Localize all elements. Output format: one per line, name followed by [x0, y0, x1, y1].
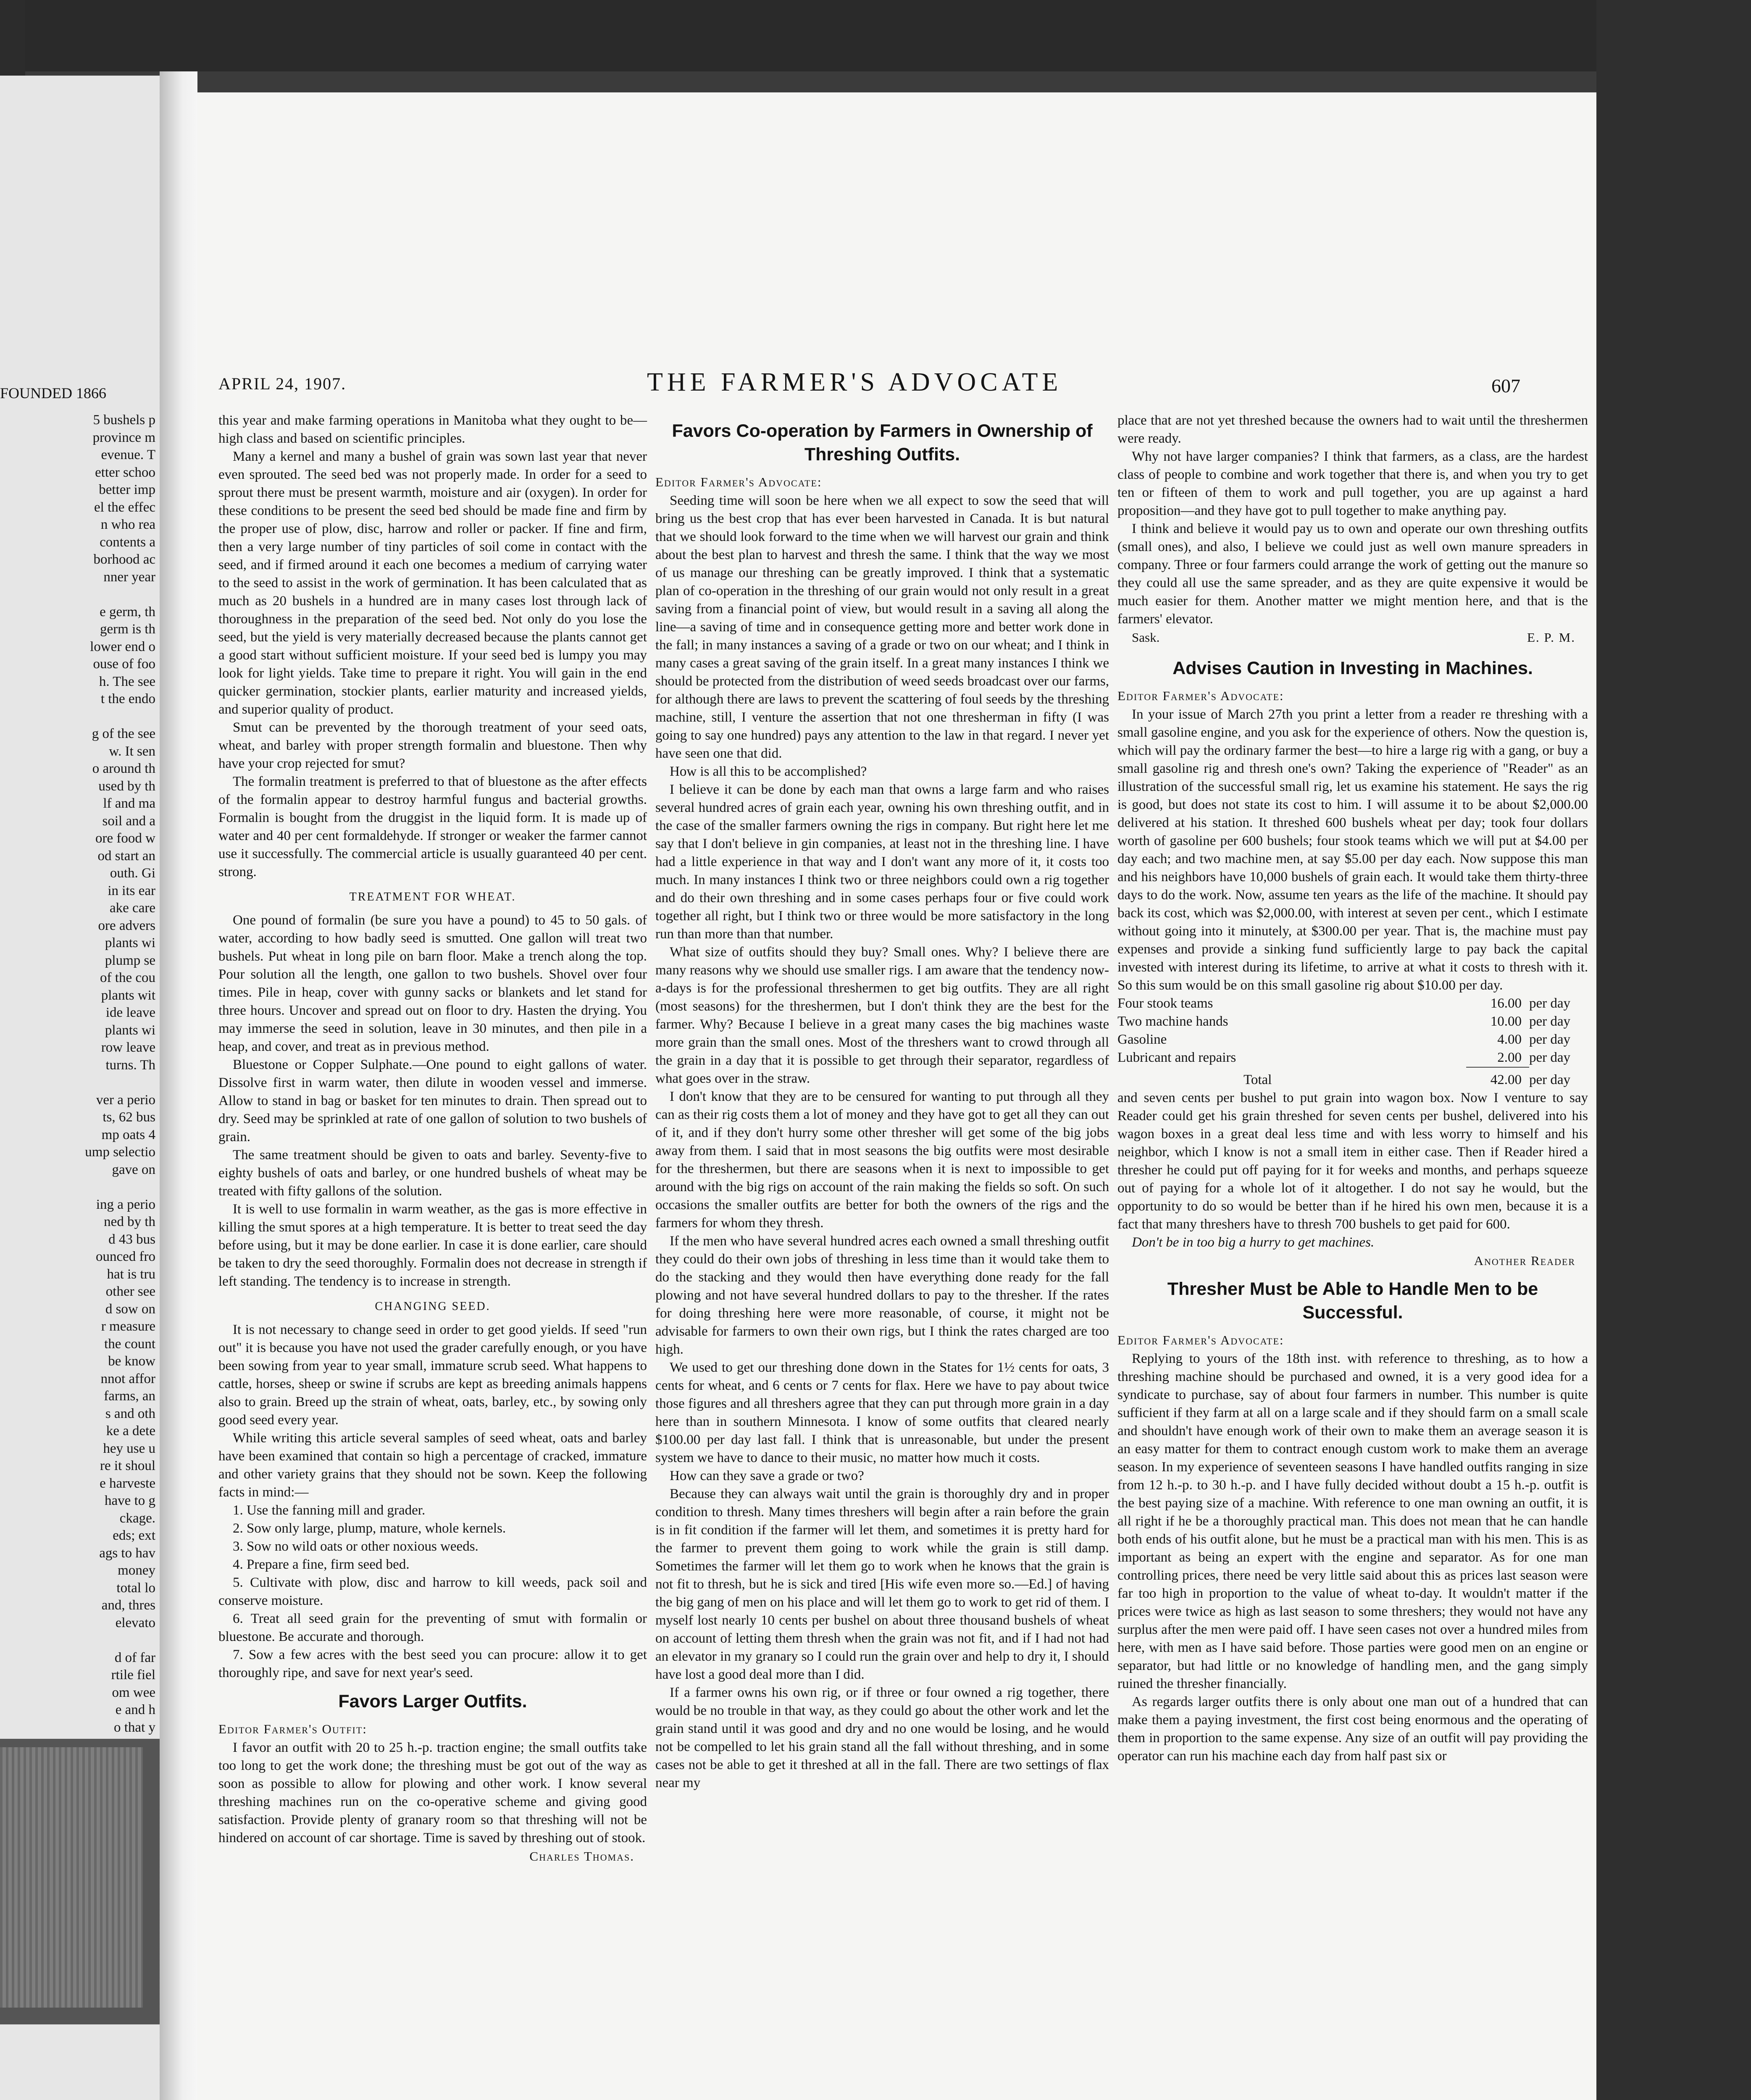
page-number: 607: [1491, 375, 1520, 396]
left-page-fragment: d sow on: [105, 1301, 155, 1317]
book-spine: [160, 71, 197, 2100]
table-row: [1117, 1031, 1588, 1049]
article-paragraph: As regards larger outfits there is only about one man out of a hundred that can make them a paying investment, the first cost being enormous and the operating of them in proportion to the same expense. Any size of an outfit will pay providing the operator can run his machine each day from half past six or: [1117, 1694, 1588, 1764]
left-page-fragment: rtile fiel: [111, 1667, 155, 1683]
left-page-fragment: 5 bushels p: [93, 412, 155, 428]
left-page-fragment: borhood ac: [93, 552, 155, 567]
article-paragraph: The same treatment should be given to oats and barley. Seventy-five to eighty bushels of oats and barley, or one hundred bushels of wheat may be treated with fifty gallons of the solution.: [218, 1147, 647, 1199]
left-page-fragment: plump se: [105, 953, 155, 968]
article-paragraph: Bluestone or Copper Sulphate.—One pound to eight gallons of water. Dissolve first in warm water, then dilute in wooden vessel and immerse. Allow to stand in bag or basket for ten minutes to drain. Then spread out to dry. Seed may be sprinkled at rate of one gallon of solution to two bushels of grain.: [218, 1057, 647, 1144]
list-item: 1. Use the fanning mill and grader.: [233, 1503, 426, 1518]
left-page-fragment: d of far: [114, 1650, 155, 1665]
section-subheading: TREATMENT FOR WHEAT.: [349, 890, 516, 903]
left-page-fragment: plants wi: [105, 935, 155, 950]
scan-border-top: [0, 0, 1751, 71]
article-headline: Favors Larger Outfits.: [338, 1691, 527, 1712]
left-page-fragment: ounced fro: [95, 1249, 155, 1264]
cost-value: 2.00: [1497, 1050, 1522, 1065]
table-total-row: [1117, 1068, 1588, 1089]
left-page-illustration-detail: [0, 1747, 143, 2008]
cost-table: [1117, 995, 1588, 1089]
left-page-fragment: mp oats 4: [101, 1127, 155, 1142]
article-paragraph: and seven cents per bushel to put grain into wagon box. Now I venture to say Reader could get his grain threshed for seven cents per bushel, delivered into his wagon boxes in a great deal less time and with less worry to himself and his neighbor, which I know is not a small item in either case. Then if Reader hired a thresher he could put off paying for it for weeks and months, and perhaps squeeze out of paying for a whole lot of it altogether. I do not say he would, but the opportunity to do so would be better than if he hired his own men, because it is a fact that many threshers have to thresh 700 bushels to get paid for 600.: [1117, 1090, 1588, 1232]
list-item: 4. Prepare a fine, firm seed bed.: [233, 1557, 410, 1572]
left-page-fragment: w. It sen: [109, 743, 155, 759]
table-row: [1117, 995, 1588, 1013]
total-label: Total: [1244, 1072, 1272, 1087]
left-page-fragment: evenue. T: [101, 447, 155, 462]
left-page-fragment: t the endo: [100, 691, 155, 706]
article-paragraph: place that are not yet threshed because the owners had to wait until the threshermen were ready.: [1117, 413, 1588, 446]
left-page-fragment: germ is th: [100, 622, 155, 637]
left-page-fragment: have to g: [105, 1493, 155, 1508]
issue-date: APRIL 24, 1907.: [218, 374, 347, 393]
column-2: [655, 412, 1109, 1792]
left-page-fragment: e germ, th: [100, 604, 155, 620]
left-page-fragment: n who rea: [100, 517, 155, 532]
left-page-fragment: h. The see: [99, 674, 155, 689]
article-paragraph: this year and make farming operations in Manitoba what they ought to be—high class and based on scientific principles.: [218, 413, 647, 446]
signature-place: Sask.: [1132, 630, 1160, 645]
list-item: 5. Cultivate with plow, disc and harrow to kill weeds, pack soil and conserve moisture.: [218, 1575, 647, 1608]
left-page-fragment: gave on: [112, 1162, 155, 1177]
cost-value: 4.00: [1497, 1032, 1522, 1047]
article-paragraph: Because they can always wait until the grain is thoroughly dry and in proper condition to thresh. Many times threshers will begin after a rain before the grain is in fit condition if the farmer will let them, and sometimes it is pretty hard for the farmer to prevent them going to work while the grain is still damp. Sometimes the farmer will let them go to work when he knows that the grain is not fit to thresh, but he is sick and tired [His wife even more so.—Ed.] of having the big gang of men on his place and will let them go to work to get rid of them. I myself lost nearly 10 cents per bushel on about three thousand bushels of wheat on account of letting them thresh when the grain was not fit, and if I had not had an elevator in my granary so I could run the grain over and help to dry it, I should have lost a good deal more than I did.: [655, 1486, 1109, 1682]
salutation-line: Editor Farmer's Advocate:: [1117, 688, 1284, 703]
left-page-fragment: ouse of foo: [93, 656, 155, 672]
numbered-list: [218, 1502, 647, 1682]
cost-label: Four stook teams: [1117, 996, 1213, 1011]
article-headline: Advises Caution in Investing in Machines.: [1173, 658, 1533, 678]
cost-label: Lubricant and repairs: [1117, 1050, 1236, 1065]
left-page-fragment: lf and ma: [103, 796, 155, 811]
article-headline: Favors Co-operation by Farmers in Ownership of Threshing Outfits.: [672, 421, 1093, 465]
article-paragraph: While writing this article several samples of seed wheat, oats and barley have been examined that contain so high a percentage of cracked, immature and other variety grains that they should not be sown. Keep the following facts in mind:—: [218, 1431, 647, 1500]
article-paragraph: I favor an outfit with 20 to 25 h.-p. traction engine; the small outfits take too long to get the work done; the threshing must be got out of the way as soon as possible to allow for plowing and other work. I know several threshing machines run on the co-operative scheme and giving good satisfaction. Provide plenty of granary room so that threshing will not be hindered on account of car shortage. Time is saved by threshing out of stook.: [218, 1740, 647, 1845]
author-signature: Another Reader: [1474, 1253, 1575, 1268]
cost-value: 16.00: [1490, 996, 1522, 1011]
italic-remark: Don't be in too big a hurry to get machines.: [1132, 1235, 1375, 1250]
article-paragraph: Seeding time will soon be here when we all expect to sow the seed that will bring us the best crop that has ever been harvested in Canada. It is but natural that we should look forward to the time when we will harvest our grain and think about the best plan to harvest and thresh the same. I think that the way we most of us manage our threshing can be greatly improved. I think that a systematic plan of co-operation in the threshing of our grain would not only result in a great saving from a financial point of view, but would result in a saving all along the line—a saving of time and in consequence getting more and better work done in the fall; in many instances a saving of a grade or two on our wheat; and I think in many cases a great saving of the grain itself. In a great many instances I think we should be protected from the distribution of weed seeds broadcast over our farms, for although there are laws to prevent the scattering of foul seeds by the threshing machine, still, I venture the assertion that not one thresherman in fifty (I was going to say one hundred) pays any attention to the law in that regard. I never yet have seen one that did.: [655, 493, 1109, 761]
left-page-fragment: be know: [108, 1354, 155, 1369]
left-page-fragment: money: [118, 1563, 155, 1578]
cost-unit: per day: [1529, 1014, 1571, 1029]
left-page-fragment: [0, 1179, 155, 1196]
cost-unit: per day: [1529, 996, 1571, 1011]
article-paragraph: What size of outfits should they buy? Small ones. Why? I believe there are many reasons why we should use smaller rigs. I am aware that the tendency now-a-days is for the professional threshermen to get big outfits. They are all right (most seasons) for the threshermen, but I don't think they are the best for the farmer. Why? Because I believe in a great many cases the big machines waste more grain than the small ones. Most of the threshers want to crowd through all the grain in a day that it is possible to get through their separator, regardless of what goes over in the straw.: [655, 945, 1109, 1086]
left-page-fragment: used by th: [98, 778, 155, 794]
signature-row: [1117, 628, 1588, 646]
left-page-fragment: ide leave: [105, 1005, 155, 1020]
table-row: [1117, 1013, 1588, 1031]
left-page-fragment: nnot affor: [100, 1371, 155, 1386]
column-3: [1117, 412, 1588, 1765]
cost-unit: per day: [1529, 1050, 1571, 1065]
article-paragraph: How can they save a grade or two?: [670, 1468, 864, 1483]
left-page-fragment: contents a: [100, 534, 155, 550]
left-page-fragment: e and h: [115, 1702, 155, 1717]
left-page-fragment: re it shoul: [100, 1458, 155, 1473]
article-paragraph: We used to get our threshing done down in the States for 1½ cents for oats, 3 cents for wheat, and 6 cents or 7 cents for flax. Here we have to pay about twice those figures and all threshers agree that they can put through more grain in a day here than in southern Minnesota. I know of some outfits that cleared nearly $100.00 per day last fall. I think that is unreasonable, but under the present system we have to dance to their music, no matter how much it costs.: [655, 1360, 1109, 1465]
left-page-fragment: and, thres: [101, 1598, 155, 1613]
left-page-fragment: plants wi: [105, 1022, 155, 1038]
left-page-fragment: eds; ext: [113, 1528, 155, 1543]
left-page-fragment: ore food w: [95, 831, 155, 846]
left-page-fragment: elevato: [115, 1615, 155, 1630]
cost-label: Two machine hands: [1117, 1014, 1228, 1029]
section-subheading: CHANGING SEED.: [375, 1300, 491, 1313]
left-page-fragment: o around th: [92, 761, 155, 776]
left-page-fragment: outh. Gi: [110, 866, 155, 881]
cost-value: 10.00: [1490, 1014, 1522, 1029]
article-paragraph: If the men who have several hundred acres each owned a small threshing outfit they could do their own jobs of threshing in less time than it would take them to do the stacking and they would then have everything done ready for the fall plowing and not have several hundred dollars to pay to the thresher. If the rates for doing threshing here were more reasonable, of course, it might not be advisable for farmers to own their own rigs, but I think the rates charged are too high.: [655, 1234, 1109, 1357]
left-page-fragment: g of the see: [92, 726, 155, 741]
article-paragraph: Why not have larger companies? I think that farmers, as a class, are the hardest class of people to combine and work together that there is, and when you try to get ten or fifteen of them to work and pull together, you are up against a hard proposition—and they have got to pull together to make anything pay.: [1117, 449, 1588, 518]
left-page-fragment: in its ear: [108, 883, 155, 898]
total-unit: per day: [1529, 1072, 1571, 1087]
article-paragraph: I think and believe it would pay us to own and operate our own threshing outfits (small ones), and also, I believe we could just as well own manure spreaders in company. Three or four farmers could arrange the work of getting out the manure so they could all use the same spreader, and as they are quite expensive it would be much easier for them. Another matter we might mention here, and that is the farmers' elevator.: [1117, 521, 1588, 627]
left-page-fragment: nner year: [103, 569, 155, 585]
article-paragraph: In your issue of March 27th you print a letter from a reader re threshing with a small gasoline engine, and you ask for the experience of others. Now the question is, which will pay the ordinary farmer the best—to hire a large rig with a gang, or buy a small gasoline rig and thresh one's own? Taking the experience of "Reader" as an illustration of the successful small rig, let us examine his statement. He says the rig is good, but does not state its cost to him. I will assume it to be about $2,000.00 delivered at his station. It threshed 600 bushels wheat per day; took four dollars worth of gasoline per 600 bushels; four stook teams which we will put at $4.00 per day each; and two machine men, at say $5.00 per day each. Now suppose this man and his neighbors have 10,000 bushels of grain each. It would take them thirty-three days to do the work. Now, assume ten years as the life of the machine. It should pay back its cost, which was $2,000.00, with interest at seven per cent., which I estimate without going into it minutely, at $300.00 per year. That is, the machine must pay expenses and provide a sinking fund sufficiently large to pay back the capital invested with interest during its lifetime, to arrive at what it costs to thresh with it. So this sum would be on this small gasoline rig about $10.00 per day.: [1117, 707, 1588, 993]
article-paragraph: I don't know that they are to be censured for wanting to put through all they can as their rig costs them a lot of money and they have got to get all they can out of it, and if they don't hurry some other thresher will get some of the big jobs away from them. I said that in most seasons the big outfits were most desirable for the threshermen, but there are seasons when it is next to impossible to get around with the big rigs on account of the rain making the fields so soft. On such occasions the smaller outfits are better for both the owners of the rigs and the farmers for whom they thresh.: [655, 1089, 1109, 1231]
left-page-fragment: o that y: [114, 1719, 155, 1735]
left-page-fragment: [0, 1074, 155, 1092]
salutation-line: Editor Farmer's Advocate:: [1117, 1333, 1284, 1347]
left-page-fragment: ke a dete: [106, 1423, 155, 1438]
left-page-fragment: of the cou: [100, 970, 155, 985]
left-page-fragment: ake care: [110, 900, 155, 916]
article-paragraph: It is well to use formalin in warm weather, as the gas is more effective in killing the smut spores at a high temperature. It is better to treat seed the day before using, but it may be done earlier. In case it is done earlier, care should be taken to dry the seed thoroughly. Formalin does not decrease in strength if left standing. The tendency is to increase in strength.: [218, 1202, 647, 1289]
left-page: [0, 76, 160, 2100]
list-item: 2. Sow only large, plump, mature, whole kernels.: [233, 1521, 506, 1536]
article-paragraph: One pound of formalin (be sure you have a pound) to 45 to 50 gals. of water, according to how badly seed is smutted. One gallon will treat two bushels. Put wheat in long pile on barn floor. Make a trench along the top. Pour solution all the length, one gallon to two bushels. Shovel over four times. Pile in heap, cover with gunny sacks or blankets and let stand for three hours. Uncover and spread out on floor to dry. Hasten the drying. You may immerse the seed in solution, leave in 30 minutes, and then pile in a heap, and cover, and treat as in previous method.: [218, 913, 647, 1054]
salutation-line: Editor Farmer's Outfit:: [218, 1722, 367, 1736]
column-1: [218, 412, 647, 1865]
signature-initials: E. P. M.: [1527, 630, 1575, 645]
article-paragraph: Replying to yours of the 18th inst. with reference to threshing, as to how a threshing machine should be purchased and owned, it is a very good idea for a syndicate to purchase, say of about four farmers in number. This number is quite sufficient if they farm at all on a large scale and if they should farm on a small scale and shouldn't have enough work of their own to make them an average season it is an easy matter for them to contract enough custom work to make them an average season. In my experience of seventeen seasons I have handled outfits ranging in size from 12 h.-p. to 30 h.-p. and I have fully decided without doubt a 15 h.-p. outfit is the best paying size of a machine. With reference to one man owning an outfit, it is all right if he be a thoroughly practical man. This does not mean that he can handle both ends of his outfit alone, but he must be a practical man with his men. This is as important as being an expert with the engine and separator. As for one man controlling prices, there need be very little said about this as prices last season were far too high in proportion to the value of wheat to-day. It wouldn't matter if the prices were twice as high as last season to some threshers; they would not have any surplus after the men were paid off. I have seen cases not over a hundred miles from here, with men as I have said before. Those parties were good men on an engine or separator, but had little or no knowledge of handling men, and the gang simply ruined the thresher financially.: [1117, 1351, 1588, 1691]
article-paragraph: How is all this to be accomplished?: [670, 764, 867, 779]
left-page-fragment: d 43 bus: [108, 1231, 155, 1247]
article-paragraph: I believe it can be done by each man that owns a large farm and who raises several hundred acres of grain each year, owning his own threshing outfit, and in the case of the smaller farmers owning the rigs in company. But right here let me say that I don't believe in gin companies, at least not in the threshing line. I have had a little experience in that way and I don't want any more of it, it costs too much. In many instances I think two or three neighbors could own a rig together and do their own threshing and in some cases perhaps four or five could work together all right, but I think two or three would be more satisfactory in the long run than more than that number.: [655, 782, 1109, 942]
left-page-fragment: ing a perio: [96, 1197, 155, 1212]
left-page-fragment: ags to hav: [99, 1545, 155, 1561]
left-page-fragment: ckage.: [119, 1510, 155, 1526]
article-paragraph: Smut can be prevented by the thorough treatment of your seed oats, wheat, and barley with proper strength formalin and bluestone. Then why have your crop rejected for smut?: [218, 720, 647, 771]
list-item: 3. Sow no wild oats or other noxious weeds.: [233, 1539, 479, 1554]
masthead-title: THE FARMER'S ADVOCATE: [647, 368, 1062, 396]
left-page-fragment: farms, an: [104, 1389, 155, 1404]
article-paragraph: If a farmer owns his own rig, or if three or four owned a rig together, there would be no trouble in that way, as they could go about the other work and let the grain stand until it was good and dry and no one would be losing, and he would not be compelled to let his grain stand all the fall without threshing, and in some cases not be able to get it threshed at all in the fall. There are two settings of flax near my: [655, 1685, 1109, 1790]
left-page-fragment: row leave: [101, 1040, 155, 1055]
left-page-fragment: r measure: [101, 1319, 155, 1334]
left-page-fragment: other see: [105, 1284, 155, 1299]
left-page-fragment: plants wit: [101, 987, 155, 1003]
list-item: 6. Treat all seed grain for the preventing of smut with formalin or bluestone. Be accurate and thorough.: [218, 1611, 647, 1644]
left-page-fragment: [0, 586, 155, 604]
left-page-fragment: [0, 1632, 155, 1649]
left-page-heading: FOUNDED 1866: [0, 385, 107, 402]
left-page-fragment: etter schoo: [95, 465, 155, 480]
left-page-fragment: hat is tru: [107, 1266, 155, 1282]
left-page-fragment: lower end o: [90, 639, 155, 654]
left-page-fragment: [0, 708, 155, 726]
left-page-fragment: s and oth: [105, 1406, 155, 1421]
left-page-fragment: province m: [92, 430, 155, 445]
total-value: 42.00: [1490, 1072, 1522, 1087]
newspaper-page: [197, 92, 1596, 2100]
left-page-fragment: better imp: [99, 482, 155, 497]
left-page-fragment: e harveste: [100, 1475, 155, 1491]
left-page-fragment: ump selectio: [85, 1144, 155, 1160]
article-headline: Thresher Must be Able to Handle Men to be Successful.: [1167, 1279, 1538, 1323]
left-page-fragment: ts, 62 bus: [103, 1110, 155, 1125]
article-paragraph: Many a kernel and many a bushel of grain was sown last year that never even sprouted. The seed bed was not properly made. In order for a seed to sprout there must be present warmth, moisture and air (oxygen). In order for these conditions to be present the seed bed should be made fine and firm by the proper use of plow, disc, harrow and roller or packer. If fine and firm, then a very large number of tiny particles of soil come in contact with the seed, and if firmed around it each one becomes a medium of carrying water to the seed to assist in the work of germination. It has been calculated that as much as 20 bushels in a hundred are in many cases lost through lack of thoroughness in the preparation of the seed bed. Not only do you lose the seed, but the yield is very materially decreased because the plants cannot get a good start without sufficient moisture. If your seed bed is lumpy you may look for light yields. Take time to prepare it right. You will gain in the end quicker germination, stockier plants, earlier maturity and increased yields, and superior quality of product.: [218, 449, 647, 717]
article-paragraph: It is not necessary to change seed in order to get good yields. If seed "run out" it is because you have not used the grader carefully enough, or you have been sowing from year to year small, immature scrub seed. What happens to cattle, horses, sheep or swine if scrubs are kept as breeding animals happens also to grain. Breed up the strain of wheat, oats, barley, etc., by sowing only good seed every year.: [218, 1322, 647, 1428]
left-page-fragment: el the effec: [94, 499, 155, 515]
author-signature: Charles Thomas.: [529, 1849, 634, 1864]
list-item: 7. Sow a few acres with the best seed you can procure: allow it to get thoroughly ripe, and save for next year's seed.: [218, 1647, 647, 1680]
left-page-fragment: ned by th: [104, 1214, 155, 1229]
table-row: [1117, 1049, 1588, 1067]
scan-border-right: [1596, 0, 1751, 2100]
cost-unit: per day: [1529, 1032, 1571, 1047]
cost-label: Gasoline: [1117, 1032, 1167, 1047]
left-page-fragment: turns. Th: [105, 1057, 155, 1073]
left-page-fragment: ore advers: [98, 918, 155, 933]
article-paragraph: The formalin treatment is preferred to that of bluestone as the after effects of the formalin appear to destroy harmful fungus and bacterial growths. Formalin is bought from the druggist in the liquid form. It is made up of water and 40 per cent formaldehyde. If stronger or weaker the farmer cannot use it successfully. The commercial article is usually guaranteed 40 per cent. strong.: [218, 774, 647, 879]
left-page-fragment: soil and a: [102, 813, 155, 829]
left-page-fragment: om wee: [112, 1685, 155, 1700]
left-page-fragment: hey use u: [103, 1441, 155, 1456]
left-page-fragment: the count: [104, 1336, 155, 1352]
left-page-text-fragments: [0, 412, 155, 1824]
left-page-fragment: total lo: [116, 1580, 155, 1596]
left-page-fragment: od start an: [97, 848, 155, 864]
left-page-fragment: ver a perio: [96, 1092, 155, 1108]
salutation-line: Editor Farmer's Advocate:: [655, 475, 822, 489]
